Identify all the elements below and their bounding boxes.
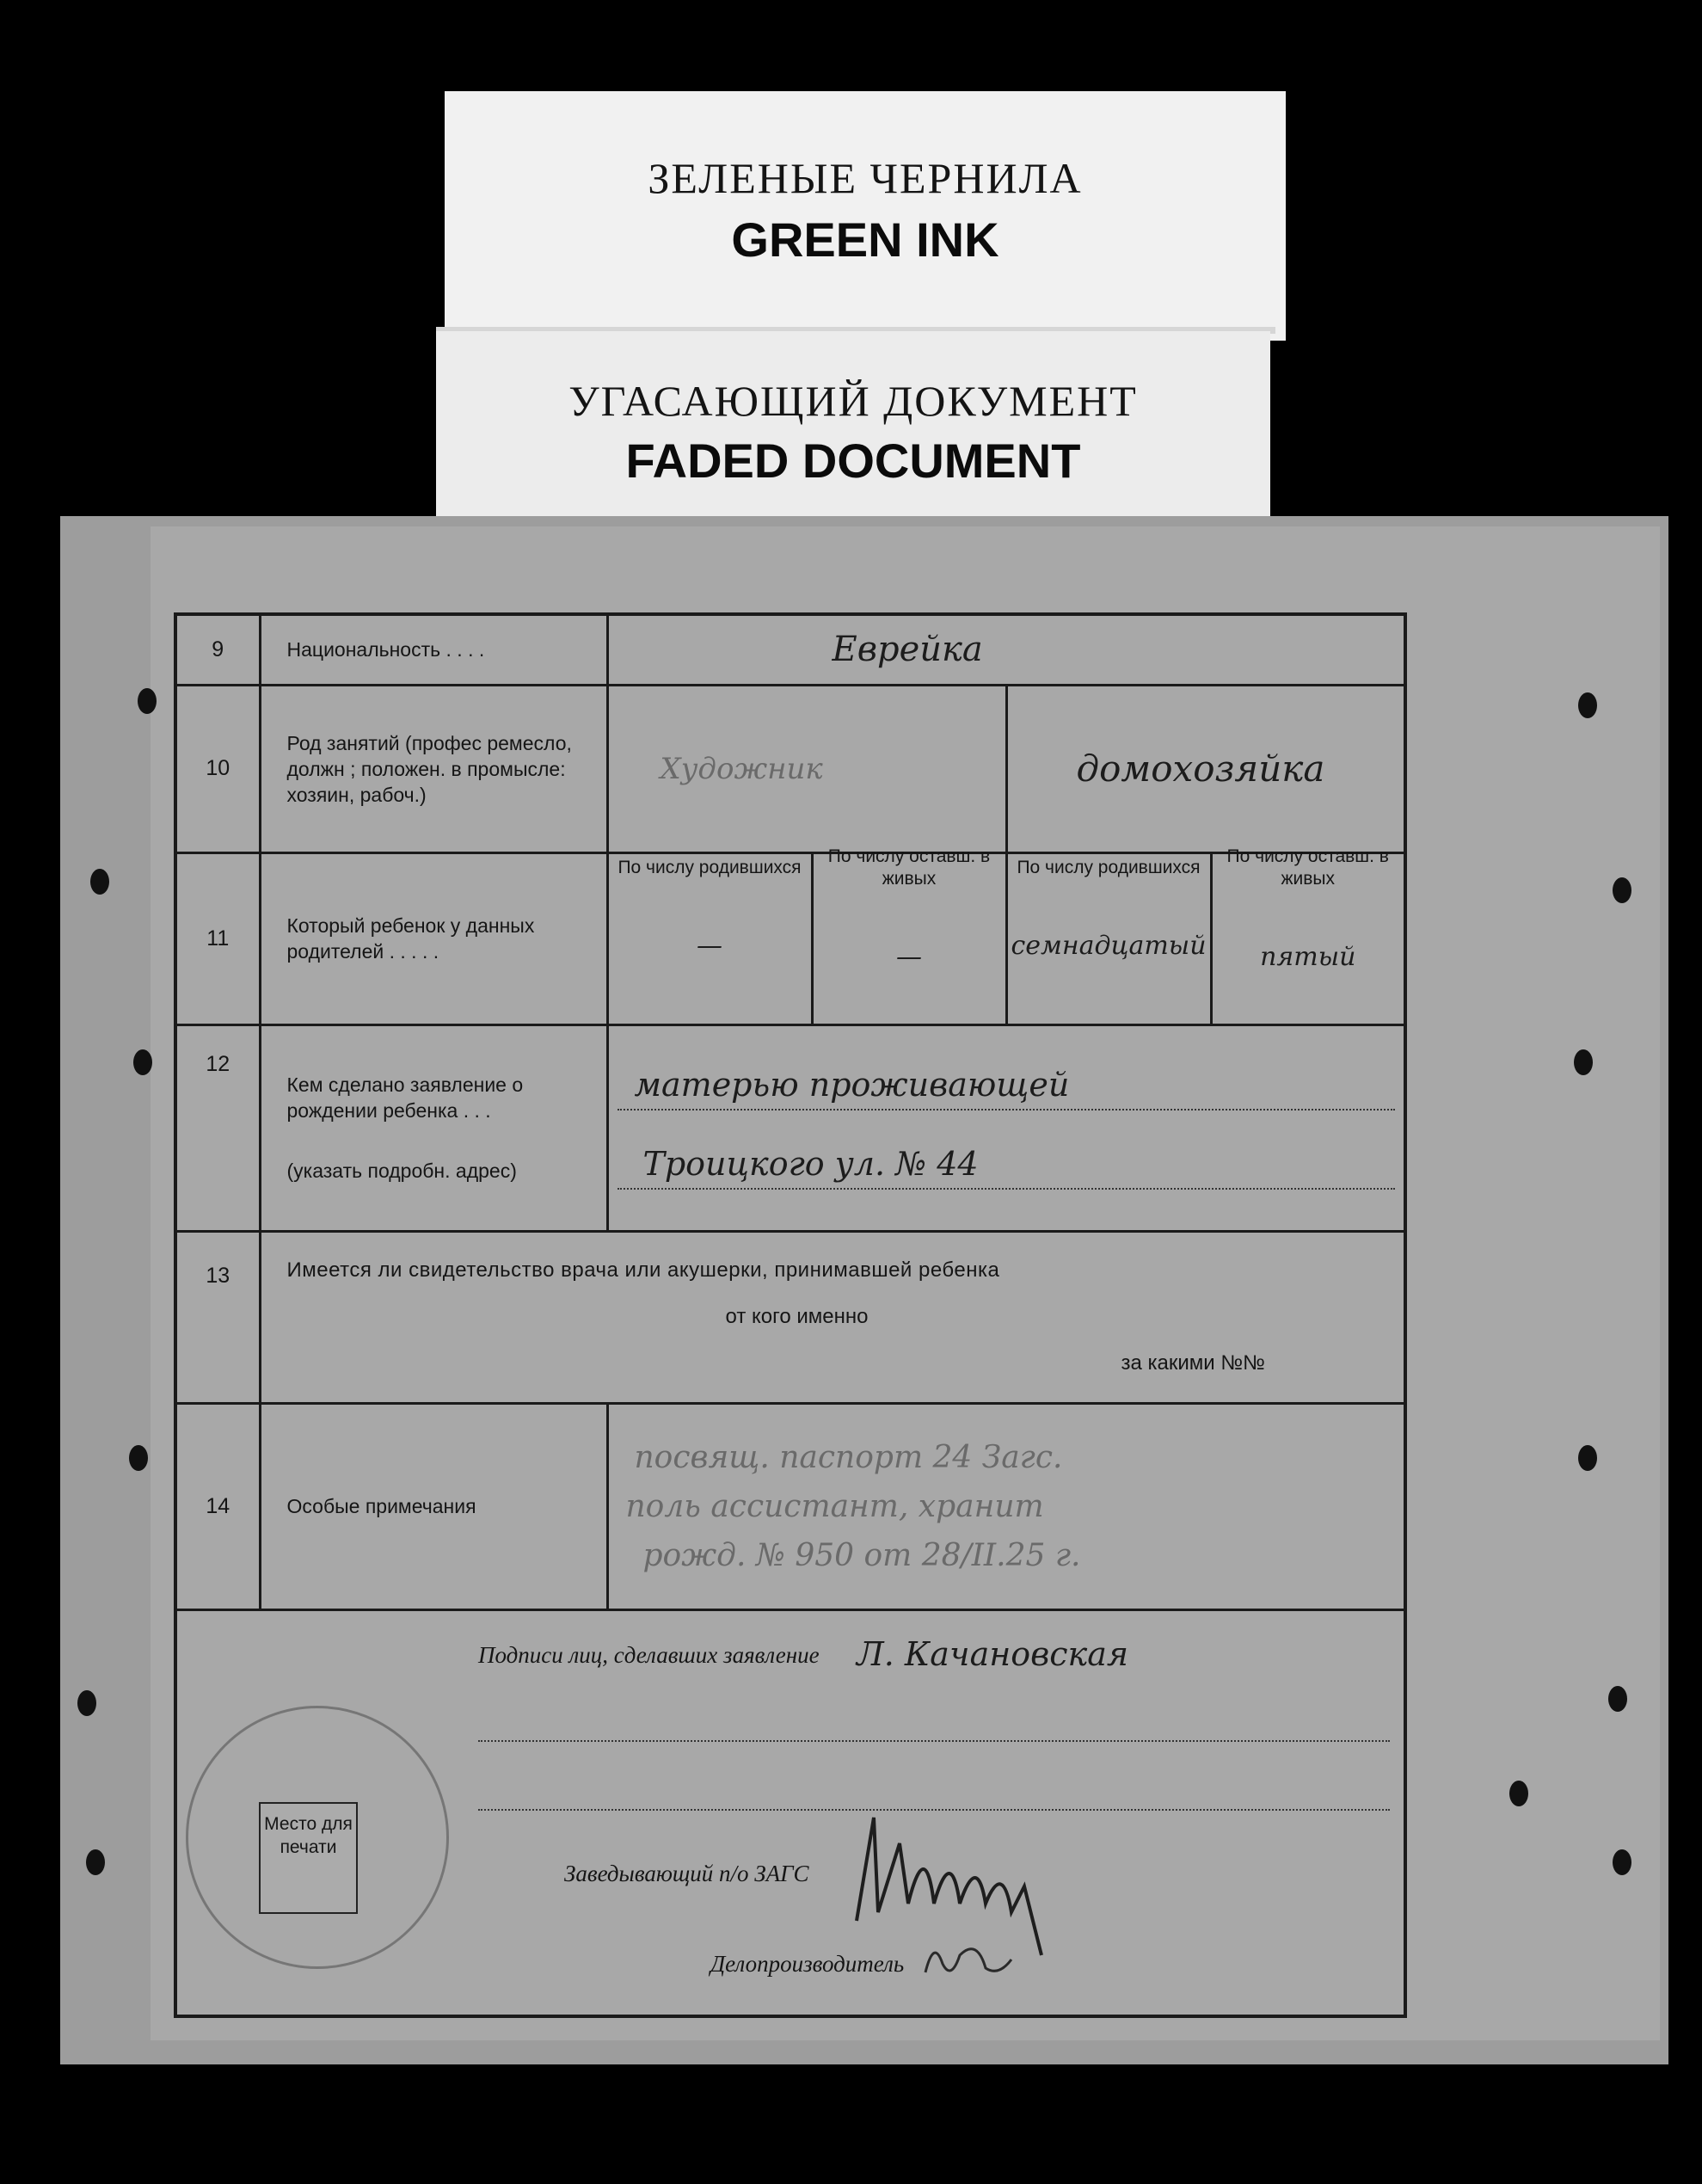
dotted-line <box>618 1109 1396 1110</box>
row-number: 9 <box>175 614 260 685</box>
certificate-cell <box>260 1231 1405 1403</box>
registry-head-label: Заведывающий п/о ЗАГС <box>564 1860 809 1886</box>
green-ink-ru: ЗЕЛЕНЫЕ ЧЕРНИЛА <box>648 154 1083 202</box>
born-header: По числу родившихся <box>618 857 802 877</box>
mother-born-value: семнадцатый <box>1011 930 1207 961</box>
notes-line-3: рожд. № 950 от 28/II.25 г. <box>642 1537 1081 1573</box>
child-order-label: Который ребенок у данных родителей . . . . . <box>260 852 607 1024</box>
faded-document-en: FADED DOCUMENT <box>625 434 1081 488</box>
occupation-label: Род занятий (профес ремесло, должн ; положен. в промысле: хозяин, рабоч.) <box>260 685 607 852</box>
row-9 <box>175 614 1405 685</box>
notes-cell <box>607 1403 1405 1609</box>
row-number: 10 <box>175 685 260 852</box>
mother-occupation-value: домохозяйка <box>1076 747 1325 790</box>
declarant-line-2: Троицкого ул. № 44 <box>642 1145 979 1183</box>
stamp-placeholder: Место для печати <box>259 1802 358 1914</box>
notes-line-1: посвящ. паспорт 24 Загс. <box>634 1439 1063 1475</box>
father-alive-cell <box>812 846 1006 1024</box>
alive-header: По числу оставш. в живых <box>827 846 991 889</box>
address-label: (указать подробн. адрес) <box>286 1160 517 1182</box>
punch-hole <box>1578 692 1597 718</box>
declarant-cell <box>607 1024 1405 1231</box>
mother-alive-value: пятый <box>1260 941 1356 972</box>
declarant-line-1: матерью проживающей <box>634 1066 1070 1104</box>
row-number: 12 <box>175 1024 260 1231</box>
row-number: 14 <box>175 1403 260 1609</box>
mother-alive-cell <box>1211 846 1405 1024</box>
faded-document-ru: УГАСАЮЩИЙ ДОКУМЕНТ <box>568 377 1138 425</box>
clerk-label: Делопроизводитель <box>710 1950 905 1977</box>
father-born-value: — <box>697 930 722 961</box>
punch-hole <box>90 869 109 895</box>
punch-hole <box>1574 1049 1593 1075</box>
row-12 <box>175 1024 1405 1231</box>
signature-cell <box>175 1609 1405 2016</box>
punch-hole <box>77 1690 96 1716</box>
father-alive-value: — <box>896 941 922 972</box>
mother-occupation-cell <box>1006 685 1405 852</box>
green-ink-label <box>445 91 1286 341</box>
row-number: 11 <box>175 852 260 1024</box>
dotted-line <box>618 1188 1396 1190</box>
round-stamp <box>186 1706 449 1969</box>
declarant-label: Кем сделано заявление о рождении ребенка . . . <box>286 1074 524 1122</box>
registration-form <box>174 612 1407 2018</box>
mother-born-cell <box>1006 852 1211 1024</box>
notes-line-2: поль ассистант, хранит <box>625 1488 1044 1524</box>
alive-header: По числу оставш. в живых <box>1226 846 1389 889</box>
father-born-cell <box>607 852 812 1024</box>
row-13 <box>175 1231 1405 1403</box>
punch-hole <box>1613 877 1631 903</box>
dotted-line <box>478 1740 1390 1742</box>
applicants-signature-label: Подписи лиц, сделавших заявление <box>478 1641 820 1668</box>
numbers-label: за какими №№ <box>1121 1351 1265 1375</box>
from-whom-label: от кого именно <box>725 1305 869 1328</box>
faded-document-label <box>436 331 1270 525</box>
notes-label: Особые примечания <box>260 1403 607 1609</box>
punch-hole <box>1613 1849 1631 1875</box>
punch-hole <box>86 1849 105 1875</box>
green-ink-en: GREEN INK <box>731 212 999 267</box>
punch-hole <box>1578 1445 1597 1471</box>
father-occupation-cell <box>607 685 1006 852</box>
signature-area <box>177 1611 1404 2015</box>
born-header: По числу родившихся <box>1017 857 1201 877</box>
certificate-question: Имеется ли свидетельство врача или акушерки, принимавшей ребенка <box>286 1258 1000 1282</box>
father-occupation-value: Художник <box>660 751 823 786</box>
punch-hole <box>133 1049 152 1075</box>
row-11 <box>175 852 1405 1024</box>
nationality-cell <box>607 614 1405 685</box>
punch-hole <box>1509 1781 1528 1806</box>
clerk-signature <box>917 1929 1020 1990</box>
punch-hole <box>129 1445 148 1471</box>
nationality-value: Еврейка <box>832 630 983 670</box>
row-number: 13 <box>175 1231 260 1403</box>
punch-hole <box>1608 1686 1627 1712</box>
punch-hole <box>138 688 157 714</box>
row-14 <box>175 1403 1405 1609</box>
signature-block <box>175 1609 1405 2016</box>
row-10 <box>175 685 1405 852</box>
applicants-signature-value: Л. Качановская <box>857 1634 1129 1673</box>
nationality-label: Национальность . . . . <box>260 614 607 685</box>
declarant-label-cell <box>260 1024 607 1231</box>
